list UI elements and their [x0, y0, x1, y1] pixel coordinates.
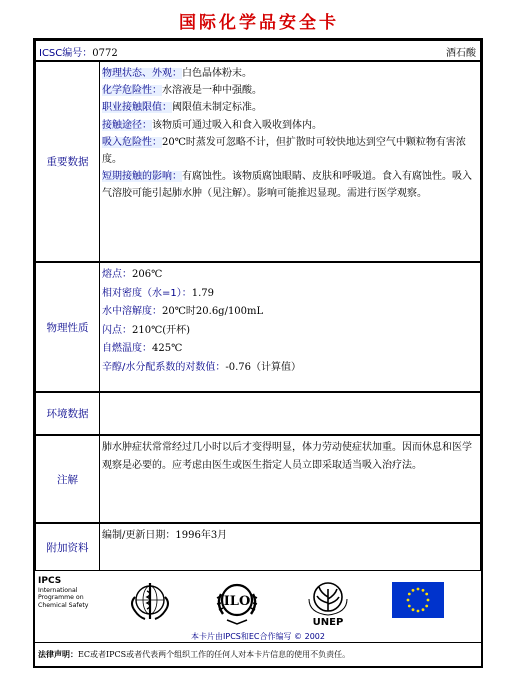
physical-properties-label: 物理性质 [36, 263, 100, 391]
ipcs-line: Programme on [38, 594, 84, 601]
important-item: 化学危险性：水溶液是一种中强酸。 [102, 85, 262, 97]
additional-info-content: 编制/更新日期：1996年3月 [102, 530, 228, 541]
eu-flag-icon [392, 582, 444, 618]
card-title: 国际化学品安全卡 [179, 13, 339, 33]
ipcs-line: International [38, 586, 78, 594]
logos-section [35, 571, 481, 645]
ilo-emblem-icon [213, 576, 261, 626]
physical-item: 辛醇/水分配系数的对数值：-0.76（计算值） [102, 361, 302, 373]
physical-properties-section [35, 262, 481, 392]
notes-label: 注解 [36, 436, 100, 522]
icsc-value: 0772 [92, 48, 118, 59]
notes-section [35, 435, 481, 523]
legal-notice-label: 法律声明： [38, 650, 78, 659]
important-data-content [100, 62, 480, 261]
safety-card [33, 38, 483, 668]
physical-item: 水中溶解度：20℃时20.6g/100mL [102, 306, 264, 318]
important-data-section [35, 61, 481, 262]
environment-section [35, 392, 481, 435]
important-item: 物理状态、外观：白色晶体粉末。 [102, 68, 252, 79]
substance-name: 酒石酸 [446, 48, 476, 59]
ipcs-line: Chemical Safety [38, 601, 89, 609]
important-item: 职业接触限值：阈限值未制定标准。 [102, 102, 262, 114]
ilo-text: ILO [223, 594, 251, 609]
cooperation-credit: 本卡片由IPCS和EC合作编写 © 2002 [191, 632, 325, 641]
important-item: 接触途径：该物质可通过吸入和食入吸收到体内。 [102, 119, 322, 131]
legal-notice [35, 642, 481, 666]
who-emblem-icon [127, 577, 173, 623]
legal-notice-text: EC或者IPCS或者代表两个组织工作的任何人对本卡片信息的使用不负责任。 [78, 650, 351, 659]
notes-content: 肺水肿症状常常经过几小时以后才变得明显，体力劳动使症状加重。因而休息和医学观察是必要的。应考虑由医生或医生指定人员立即采取适当吸入治疗法。 [102, 442, 472, 471]
physical-item: 自燃温度：425℃ [102, 343, 183, 355]
additional-info-section [35, 523, 481, 571]
additional-info-label: 附加资料 [36, 524, 100, 570]
ipcs-logo-text [38, 578, 88, 609]
physical-properties-content [100, 263, 480, 391]
icsc-number [39, 44, 118, 59]
environment-content [100, 393, 480, 434]
important-item: 短期接触的影响：有腐蚀性。该物质腐蚀眼睛、皮肤和呼吸道。食入有腐蚀性。吸入气溶胶可能引起肺水肿（见注解）。影响可能推迟显现。需进行医学观察。 [102, 171, 472, 200]
icsc-label: ICSC编号： [39, 48, 93, 59]
physical-item: 熔点：206℃ [102, 269, 163, 280]
environment-label: 环境数据 [36, 393, 100, 434]
icsc-row [35, 40, 481, 61]
ipcs-title: IPCS [38, 576, 62, 586]
physical-item: 相对密度（水=1）：1.79 [102, 287, 215, 299]
important-item: 吸入危险性：20℃时蒸发可忽略不计，但扩散时可较快地达到空气中颗粒物有害浓度。 [102, 136, 466, 166]
unep-emblem-icon [303, 577, 353, 627]
physical-item: 闪点：210℃(开杯) [102, 324, 191, 336]
important-data-label: 重要数据 [36, 62, 100, 261]
unep-text: UNEP [312, 617, 344, 627]
